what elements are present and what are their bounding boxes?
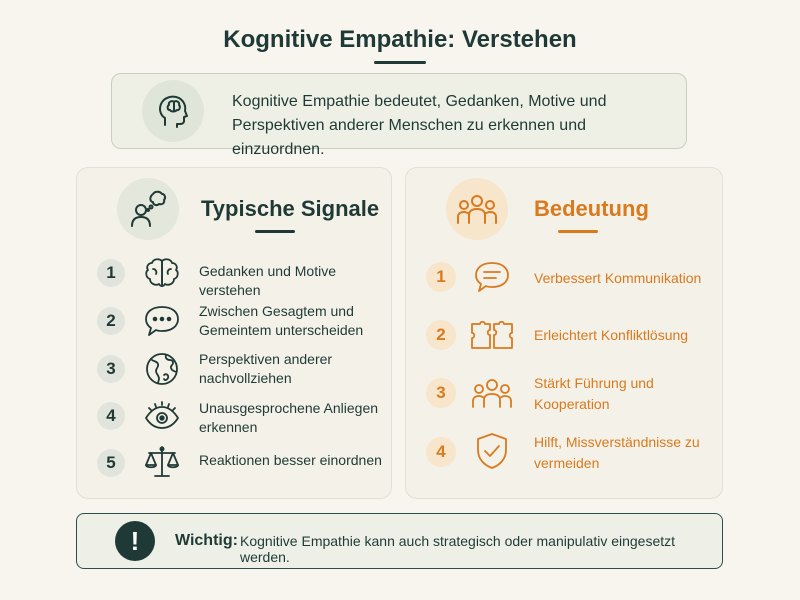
- benefits-underline: [558, 230, 598, 233]
- benefit-text: Stärkt Führung und Kooperation: [534, 375, 654, 412]
- benefit-item-4: [426, 435, 716, 475]
- person-thought-icon: [117, 178, 179, 240]
- benefit-item-2: [426, 318, 716, 358]
- chat-icon: [472, 258, 512, 296]
- shield-check-icon: [472, 431, 512, 471]
- number-badge: 3: [97, 355, 125, 383]
- warning-box: [76, 513, 723, 569]
- exclamation-icon: !: [115, 521, 155, 561]
- benefit-item-3: [426, 376, 716, 416]
- eye-icon: [142, 398, 182, 434]
- benefit-text: Verbessert Kommunikation: [534, 270, 702, 286]
- signals-heading: Typische Signale: [201, 196, 380, 221]
- group-icon: [446, 178, 508, 240]
- benefit-text: Hilft, Missverständnisse zu vermeiden: [534, 434, 700, 471]
- benefit-item-1: [426, 260, 716, 300]
- number-badge: 3: [426, 378, 456, 408]
- number-badge: 1: [426, 262, 456, 292]
- page-title: Kognitive Empathie: Verstehen: [223, 26, 577, 53]
- signal-text: Reaktionen besser einordnen: [199, 452, 382, 468]
- warning-label: Wichtig:: [175, 532, 238, 549]
- signal-text: Gedanken und Motive verstehen: [199, 263, 336, 298]
- brain-icon: [142, 256, 182, 290]
- signal-item-3: [97, 350, 387, 390]
- number-badge: 4: [97, 402, 125, 430]
- title-underline: [374, 61, 426, 64]
- signals-panel: [76, 167, 392, 499]
- benefits-heading: Bedeutung: [534, 196, 649, 221]
- signal-item-5: [97, 446, 387, 486]
- signals-underline: [255, 230, 295, 233]
- definition-box: [111, 73, 687, 158]
- signal-item-1: [97, 256, 387, 296]
- signal-item-2: [97, 303, 387, 343]
- signal-text: Unausgesprochene Anliegen erkennen: [199, 400, 379, 435]
- brain-head-icon: [142, 80, 204, 142]
- number-badge: 5: [97, 449, 125, 477]
- signal-item-4: [97, 398, 387, 438]
- puzzle-icon: [468, 316, 516, 354]
- globe-icon: [142, 350, 182, 388]
- number-badge: 1: [97, 259, 125, 287]
- number-badge: 2: [426, 320, 456, 350]
- warning-text: Kognitive Empathie kann auch strategisch oder manipulativ eingesetzt werden.: [240, 533, 676, 565]
- signal-text: Perspektiven anderer nachvollziehen: [199, 351, 333, 386]
- scales-icon: [142, 442, 182, 482]
- signal-text: Zwischen Gesagtem und Gemeintem unterscheiden: [199, 303, 364, 338]
- number-badge: 2: [97, 307, 125, 335]
- team-icon: [470, 374, 514, 412]
- benefit-text: Erleichtert Konfliktlösung: [534, 327, 689, 343]
- speech-bubble-icon: [142, 303, 182, 339]
- number-badge: 4: [426, 437, 456, 467]
- benefits-panel: [405, 167, 723, 499]
- definition-text: Kognitive Empathie bedeutet, Gedanken, Motive und Perspektiven anderer Menschen zu erkennen und einzuordnen.: [232, 93, 607, 158]
